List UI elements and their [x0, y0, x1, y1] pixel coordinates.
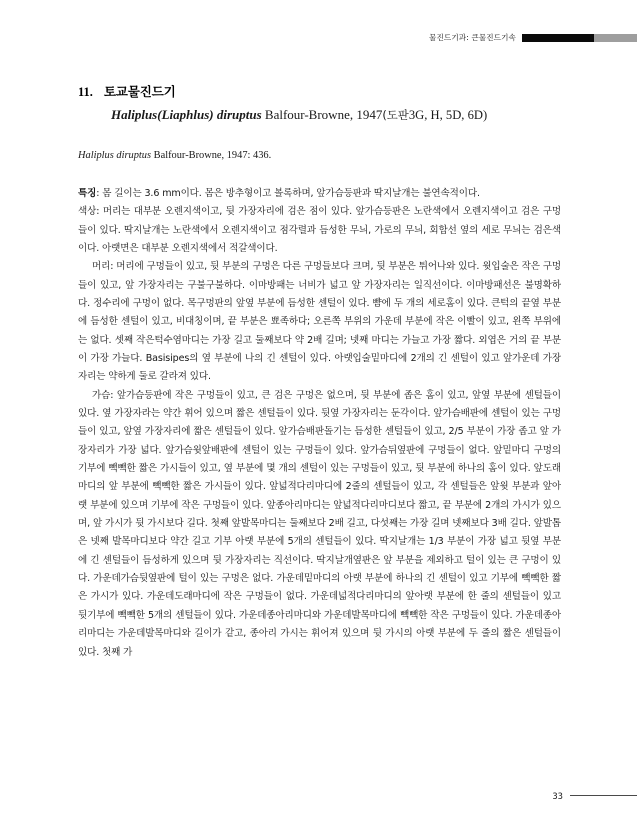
paragraph-text-color: 색상: 머리는 대부분 오렌지색이고, 뒷 가장자리에 검은 점이 있다. 앞가슴등판은 노란색에서 오렌지색이고 검은 구멍들이 있다. 딱지날개는 노란색에서 오렌지색이고 점각렬과 듬성한 무늬, 가로의 무늬, 회합선 옆의 세로 무늬는 검은색이다. 아랫면은 대부분 오렌지색에서 적갈색이다.	[78, 206, 561, 254]
species-epithet: diruptus	[216, 106, 262, 122]
page-content	[78, 84, 561, 662]
paragraph-text-features: : 몸 길이는 3.6 mm이다. 몸은 방추형이고 볼록하며, 앞가슴등판과 딱지날개는 불연속적이다.	[96, 187, 480, 199]
footer-rule	[570, 795, 637, 796]
paragraph-thorax	[78, 387, 561, 662]
genus-name: Haliplus	[111, 106, 158, 122]
subgenus-name: (Liaphlus)	[157, 106, 214, 122]
description-body	[78, 185, 561, 662]
plate-reference-list: 3G, H, 5D, 6D)	[408, 107, 488, 122]
entry-korean-name: 토교물진드기	[103, 84, 176, 99]
page-number: 33	[552, 790, 563, 801]
paragraph-lead-features: 특징	[78, 187, 97, 199]
paragraph-color	[78, 203, 561, 258]
synonymy-line	[78, 149, 561, 163]
header-rule-light	[594, 34, 637, 42]
paragraph-text-head: 머리: 머리에 구멍들이 있고, 뒷 부분의 구멍은 다른 구멍들보다 크며, 뒷 부분은 튀어나와 있다. 윗입술은 작은 구멍들이 있고, 앞 가장자리는 구불구불하다. 이마방패는 너비가 넓고 앞 가장자리는 일직선이다. 이마방패선은 불명확하다. 정수리에 구멍이 없다. 목구멍판의 앞옆 부분에 듬성한 센털이 있다. 뺨에 두 개의 세로홈이 있다. 큰턱의 끝옆 부분에 듬성한 센털이 있고, 비대칭이며, 끝 부분은 뾰족하다; 오른쪽 부위의 가운데 부분에 작은 이빨이 있고, 왼쪽 부위에는 없다. 셋째 작은턱수염마디는 가장 길고 둘째보다 약 2배 길며; 넷째 마디는 가늘고 가장 짧다. 외엽은 거의 끝 부분이 가장 가늘다. Basisipes의 옆 부분에 나의 긴 센털이 있다. 아랫입술밑마디에 2개의 긴 센털이 있고 앞가운데 가장자리는 약하게 둘로 갈라져 있다.	[78, 261, 561, 383]
running-header-title: 물진드기과: 큰물진드기속	[429, 33, 516, 43]
page-title	[78, 84, 561, 101]
page-footer	[0, 792, 637, 800]
scientific-name-line	[111, 107, 561, 124]
entry-number: 11.	[78, 85, 93, 99]
paragraph-features	[78, 185, 561, 203]
header-rule-dark	[522, 34, 594, 42]
synonymy-species-name: Haliplus diruptus	[78, 150, 152, 162]
plate-reference-open: (도판	[382, 107, 409, 122]
author-citation: Balfour-Browne, 1947	[264, 106, 383, 122]
synonymy-citation: Balfour-Browne, 1947: 436.	[153, 150, 272, 162]
paragraph-text-thorax: 가슴: 앞가슴등판에 작은 구멍들이 있고, 큰 검은 구멍은 없으며, 뒷 부분에 좁은 홈이 있고, 앞옆 부분에 센털들이 있다. 옆 가장자라는 약간 휘어 있으며 짧은 센털들이 있다. 뒷옆 가장자리는 둔각이다. 앞가슴배판에 센털이 있는 구멍들이 있고, 앞옆 가장자리에 짧은 센털들이 있다. 앞가슴배판돌기는 듬성한 센털들이 있고, 2/5 부분이 가장 좁고 앞 가장자리가 가장 넓다. 앞가슴윗앞배판에 센털이 있는 구멍들이 있다. 앞가슴뒤옆판에 구멍들이 없다. 앞밑마디 구멍의 기부에 빽빽한 짧은 가시들이 있고, 옆 부분에 몇 개의 센털이 있는 구멍들이 있고, 뒷 부분에 하나의 홈이 있다. 앞도래마디의 앞 부분에 빽빽한 짧은 가시들이 있다. 앞넓적다리마디에 2줄의 센털들이 있고, 각 센털들은 앞윗 부분과 앞아랫 부분에 있으며 기부에 작은 구멍들이 있다. 앞종아리마디는 앞넓적다리마디보다 짧고, 끝 부분에 2개의 가시가 있으며, 앞 가시가 뒷 가시보다 길다. 첫째 앞발목마디는 둘째보다 2배 길고, 다섯째는 가장 길며 넷째보다 3배 길다. 앞발톱은 넷째 발목마디보다 약간 길고 기부 아랫 부분에 5개의 센털들이 있다. 딱지날개는 1/3 부분이 가장 넓고 뒷옆 부분에 긴 센털들이 듬성하게 있으며 뒷 가장자리는 직선이다. 딱지날개옆판은 앞 부분을 제외하고 털이 있는 큰 구멍이 있다. 가운데가슴뒷옆판에 털이 있는 구멍은 없다. 가운데밑마디의 아랫 부분에 하나의 긴 센털이 있고 기부에 빽빽한 짧은 가시가 있다. 가운데도래마디에 작은 구멍들이 없다. 가운데넓적다리마디의 앞아랫 부분에 한 줄의 센털들이 있고 뒷기부에 빽빽한 5개의 센털들이 있다. 가운데종아리마디와 가운데발목마디에 빽빽한 작은 구멍들이 있다. 가운데종아리마디는 가운데발목마디와 길이가 같고, 종아리 가시는 휘어져 있으며 뒷 가시의 아랫 부분에 두 줄의 짧은 센털들이 있다. 첫째 가	[78, 389, 561, 658]
paragraph-head	[78, 258, 561, 386]
running-header	[0, 29, 637, 47]
